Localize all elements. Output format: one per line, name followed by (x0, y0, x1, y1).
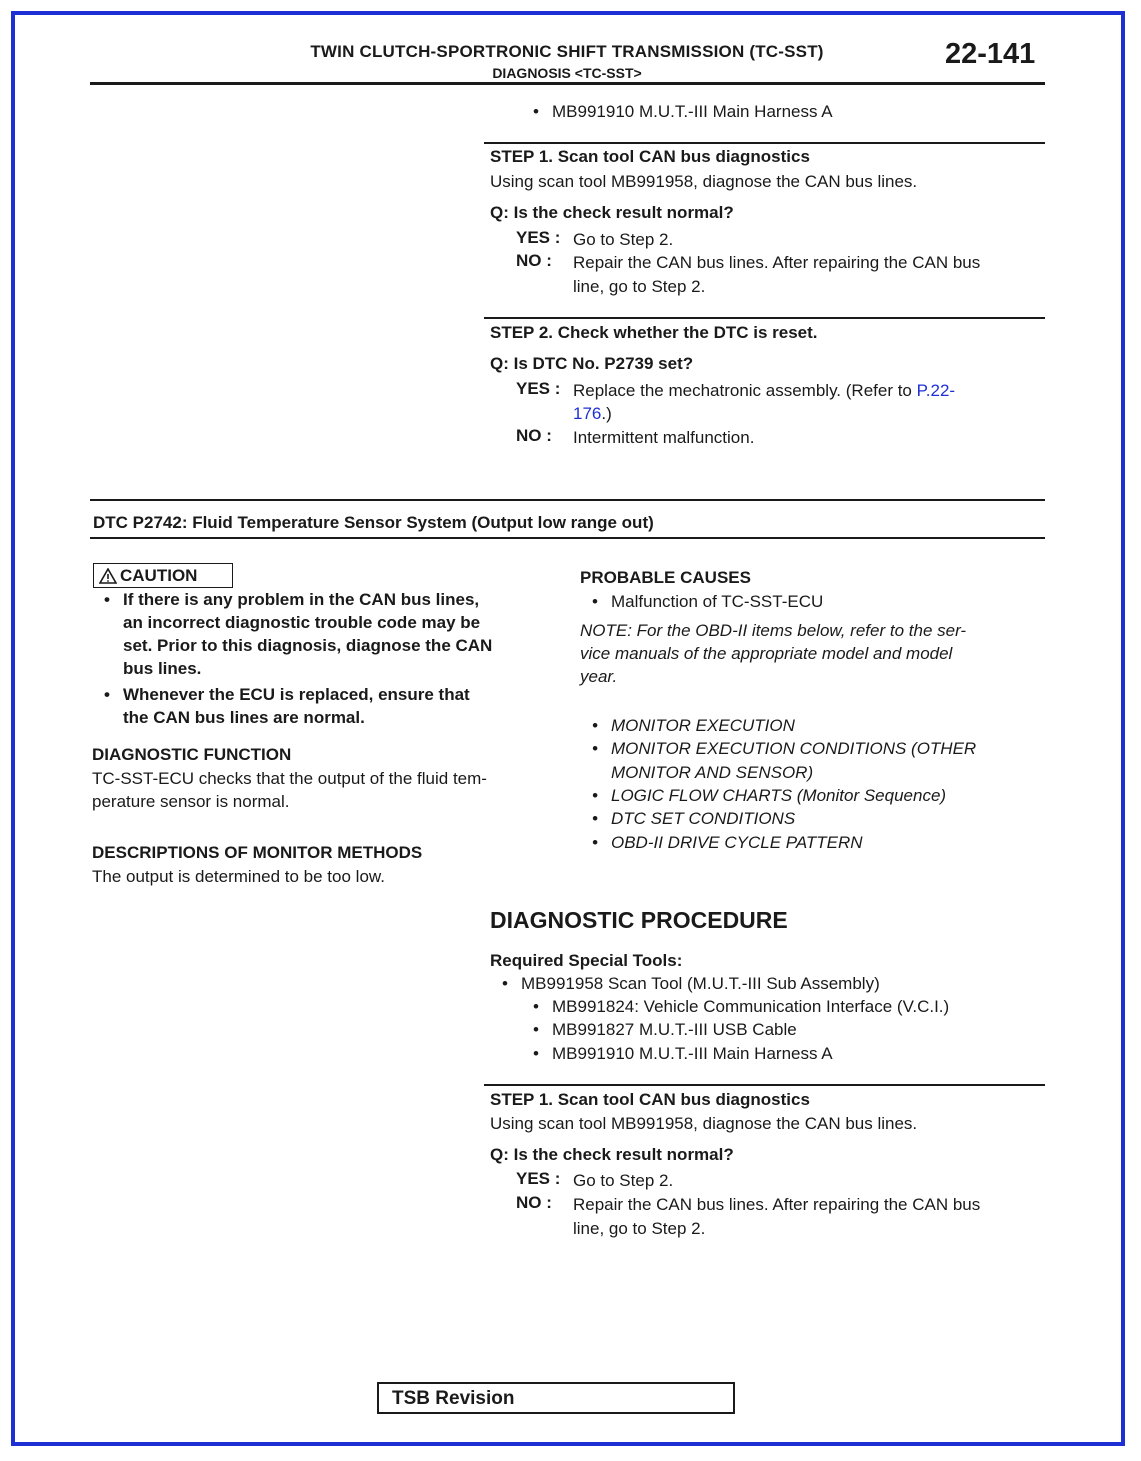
cause-item: • Malfunction of TC-SST-ECU (611, 590, 823, 613)
page-number: 22-141 (945, 38, 1036, 70)
step2-title: STEP 2. Check whether the DTC is reset. (490, 323, 818, 342)
no-text: Intermittent malfunction. (573, 428, 755, 447)
obd-item: • OBD-II DRIVE CYCLE PATTERN (611, 831, 863, 854)
section-subtitle: DIAGNOSIS <TC-SST> (492, 65, 642, 81)
no-text-line1: Repair the CAN bus lines. After repairing the CAN bus (573, 1195, 981, 1214)
warning-triangle-icon (99, 568, 117, 584)
no-label: NO : (516, 1193, 552, 1212)
page-reference-link[interactable]: 176 (573, 404, 602, 423)
yes-label: YES : (516, 379, 561, 398)
no-label: NO : (516, 426, 552, 445)
step1-text: Using scan tool MB991958, diagnose the CAN bus lines. (490, 172, 918, 191)
obd-item: • MONITOR EXECUTION CONDITIONS (OTHER (611, 737, 976, 760)
caution-item: • Whenever the ECU is replaced, ensure that the CAN bus lines are normal. (123, 683, 470, 729)
yes-text: Replace the mechatronic assembly. (Refer to P.22- (573, 381, 956, 400)
header-rule (90, 82, 1045, 85)
obd-item-cont: MONITOR AND SENSOR) (611, 763, 814, 782)
step-rule (484, 317, 1045, 319)
diagnostic-function-text: TC-SST-ECU checks that the output of the fluid tem- perature sensor is normal. (92, 769, 487, 811)
step2-question: Q: Is DTC No. P2739 set? (490, 354, 694, 373)
yes-text: Go to Step 2. (573, 1171, 674, 1190)
tool-item: • MB991910 M.U.T.-III Main Harness A (552, 100, 833, 123)
monitor-methods-text: The output is determined to be too low. (92, 867, 385, 886)
obd-item: • MONITOR EXECUTION (611, 714, 795, 737)
caution-box (93, 563, 233, 588)
page-reference-link[interactable]: P.22- (916, 381, 956, 400)
no-text-line2: line, go to Step 2. (573, 277, 706, 296)
yes-label: YES : (516, 228, 561, 247)
obd-item: • DTC SET CONDITIONS (611, 807, 795, 830)
no-label: NO : (516, 251, 552, 270)
no-text-line1: Repair the CAN bus lines. After repairing the CAN bus (573, 253, 981, 272)
caution-item: • If there is any problem in the CAN bus lines, an incorrect diagnostic trouble code may be set. Prior to this diagnosis, diagnose the CAN bus lines. (123, 588, 492, 680)
step1-question: Q: Is the check result normal? (490, 1145, 734, 1164)
required-tools-heading: Required Special Tools: (490, 951, 683, 970)
yes-text-cont: 176.) (573, 404, 612, 423)
obd-note: NOTE: For the OBD-II items below, refer to the ser- vice manuals of the appropriate model and model year. (580, 621, 967, 686)
obd-item: • LOGIC FLOW CHARTS (Monitor Sequence) (611, 784, 946, 807)
step1-question: Q: Is the check result normal? (490, 203, 734, 222)
tool-sub-item: • MB991827 M.U.T.-III USB Cable (552, 1018, 797, 1041)
caution-label: CAUTION (120, 565, 198, 585)
step1-title: STEP 1. Scan tool CAN bus diagnostics (490, 1090, 810, 1109)
step1-title: STEP 1. Scan tool CAN bus diagnostics (490, 147, 810, 166)
tsb-revision-box: TSB Revision (377, 1382, 735, 1414)
step-rule (484, 142, 1045, 144)
dtc-title: DTC P2742: Fluid Temperature Sensor System (Output low range out) (93, 513, 654, 532)
yes-label: YES : (516, 1169, 561, 1188)
diagnostic-procedure-heading: DIAGNOSTIC PROCEDURE (490, 907, 788, 933)
dtc-rule-top (90, 499, 1045, 501)
step-rule (484, 1084, 1045, 1086)
dtc-rule-bottom (90, 537, 1045, 539)
tool-item: • MB991958 Scan Tool (M.U.T.-III Sub Assembly) (521, 972, 880, 995)
tool-sub-item: • MB991910 M.U.T.-III Main Harness A (552, 1042, 833, 1065)
diagnostic-function-heading: DIAGNOSTIC FUNCTION (92, 745, 292, 764)
monitor-methods-heading: DESCRIPTIONS OF MONITOR METHODS (92, 843, 423, 862)
tool-sub-item: • MB991824: Vehicle Communication Interface (V.C.I.) (552, 995, 949, 1018)
no-text-line2: line, go to Step 2. (573, 1219, 706, 1238)
section-title: TWIN CLUTCH-SPORTRONIC SHIFT TRANSMISSION (TC-SST) (310, 42, 824, 61)
yes-text: Go to Step 2. (573, 230, 674, 249)
step1-text: Using scan tool MB991958, diagnose the CAN bus lines. (490, 1114, 918, 1133)
probable-causes-heading: PROBABLE CAUSES (580, 568, 751, 587)
